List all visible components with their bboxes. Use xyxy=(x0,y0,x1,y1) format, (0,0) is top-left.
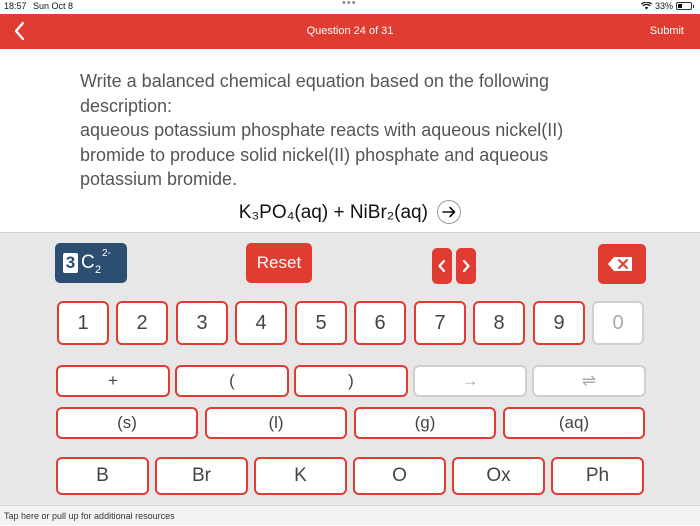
question-text xyxy=(80,69,620,192)
digit-key-1[interactable]: 1 xyxy=(57,301,109,345)
status-time: 18:57 xyxy=(4,1,27,11)
element-key-ph[interactable]: Ph xyxy=(551,457,644,495)
resources-drawer-handle[interactable]: Tap here or pull up for additional resources xyxy=(0,505,700,525)
delete-button[interactable] xyxy=(598,244,646,284)
status-bar xyxy=(0,0,700,14)
phase-key-aqueous[interactable]: (aq) xyxy=(503,407,645,439)
digit-key-3[interactable]: 3 xyxy=(176,301,228,345)
reaction-arrow-key[interactable]: → xyxy=(413,365,527,397)
digit-key-0[interactable]: 0 xyxy=(592,301,644,345)
question-line: Write a balanced chemical equation based on the following xyxy=(80,71,549,91)
digit-key-2[interactable]: 2 xyxy=(116,301,168,345)
equilibrium-arrow-key[interactable]: ⇌ xyxy=(532,365,646,397)
open-paren-key[interactable]: ( xyxy=(175,365,289,397)
status-right xyxy=(641,1,694,11)
subscript-label: 2 xyxy=(95,264,102,276)
battery-percent: 33% xyxy=(654,1,673,11)
state-toggle-button[interactable] xyxy=(55,243,127,283)
status-date: Sun Oct 8 xyxy=(33,1,74,11)
cursor-right-button[interactable] xyxy=(456,248,476,284)
close-paren-key[interactable]: ) xyxy=(294,365,408,397)
element-key-br[interactable]: Br xyxy=(155,457,248,495)
battery-icon xyxy=(676,2,692,10)
equation-entry[interactable] xyxy=(0,201,700,225)
plus-key[interactable]: + xyxy=(56,365,170,397)
element-key-ox[interactable]: Ox xyxy=(452,457,545,495)
chevron-left-icon xyxy=(432,248,452,284)
digit-key-5[interactable]: 5 xyxy=(295,301,347,345)
question-line: aqueous potassium phosphate reacts with aqueous nickel(II) xyxy=(80,120,564,140)
digit-key-7[interactable]: 7 xyxy=(414,301,466,345)
digit-key-6[interactable]: 6 xyxy=(354,301,406,345)
question-line: description: xyxy=(80,95,173,116)
element-key-b[interactable]: B xyxy=(56,457,149,495)
digit-key-4[interactable]: 4 xyxy=(235,301,287,345)
digit-key-8[interactable]: 8 xyxy=(473,301,525,345)
question-line: bromide to produce solid nickel(II) phosphate and aqueous xyxy=(80,144,549,165)
element-label: C xyxy=(81,252,95,273)
digit-key-9[interactable]: 9 xyxy=(533,301,585,345)
wifi-icon xyxy=(641,2,652,10)
cursor-left-button[interactable] xyxy=(432,248,452,284)
header-bar xyxy=(0,14,700,49)
chevron-right-icon xyxy=(456,248,476,284)
phase-key-gas[interactable]: (g) xyxy=(354,407,496,439)
question-line: potassium bromide. xyxy=(80,169,238,189)
equation-text: K₃PO₄(aq) + NiBr₂(aq) xyxy=(238,202,428,223)
phase-key-solid[interactable]: (s) xyxy=(56,407,198,439)
question-counter: Question 24 of 31 xyxy=(306,25,394,37)
element-key-o[interactable]: O xyxy=(353,457,446,495)
backspace-icon xyxy=(598,244,646,284)
chemistry-keypad xyxy=(0,232,700,525)
element-key-k[interactable]: K xyxy=(254,457,347,495)
charge-label: 2- xyxy=(102,248,111,259)
reset-button[interactable]: Reset xyxy=(246,243,312,283)
coefficient-label: 3 xyxy=(63,253,78,273)
multitasking-dots-icon[interactable]: ••• xyxy=(342,0,357,9)
submit-button[interactable]: Submit xyxy=(649,25,684,37)
phase-key-liquid[interactable]: (l) xyxy=(205,407,347,439)
arrow-right-icon[interactable] xyxy=(437,200,461,224)
